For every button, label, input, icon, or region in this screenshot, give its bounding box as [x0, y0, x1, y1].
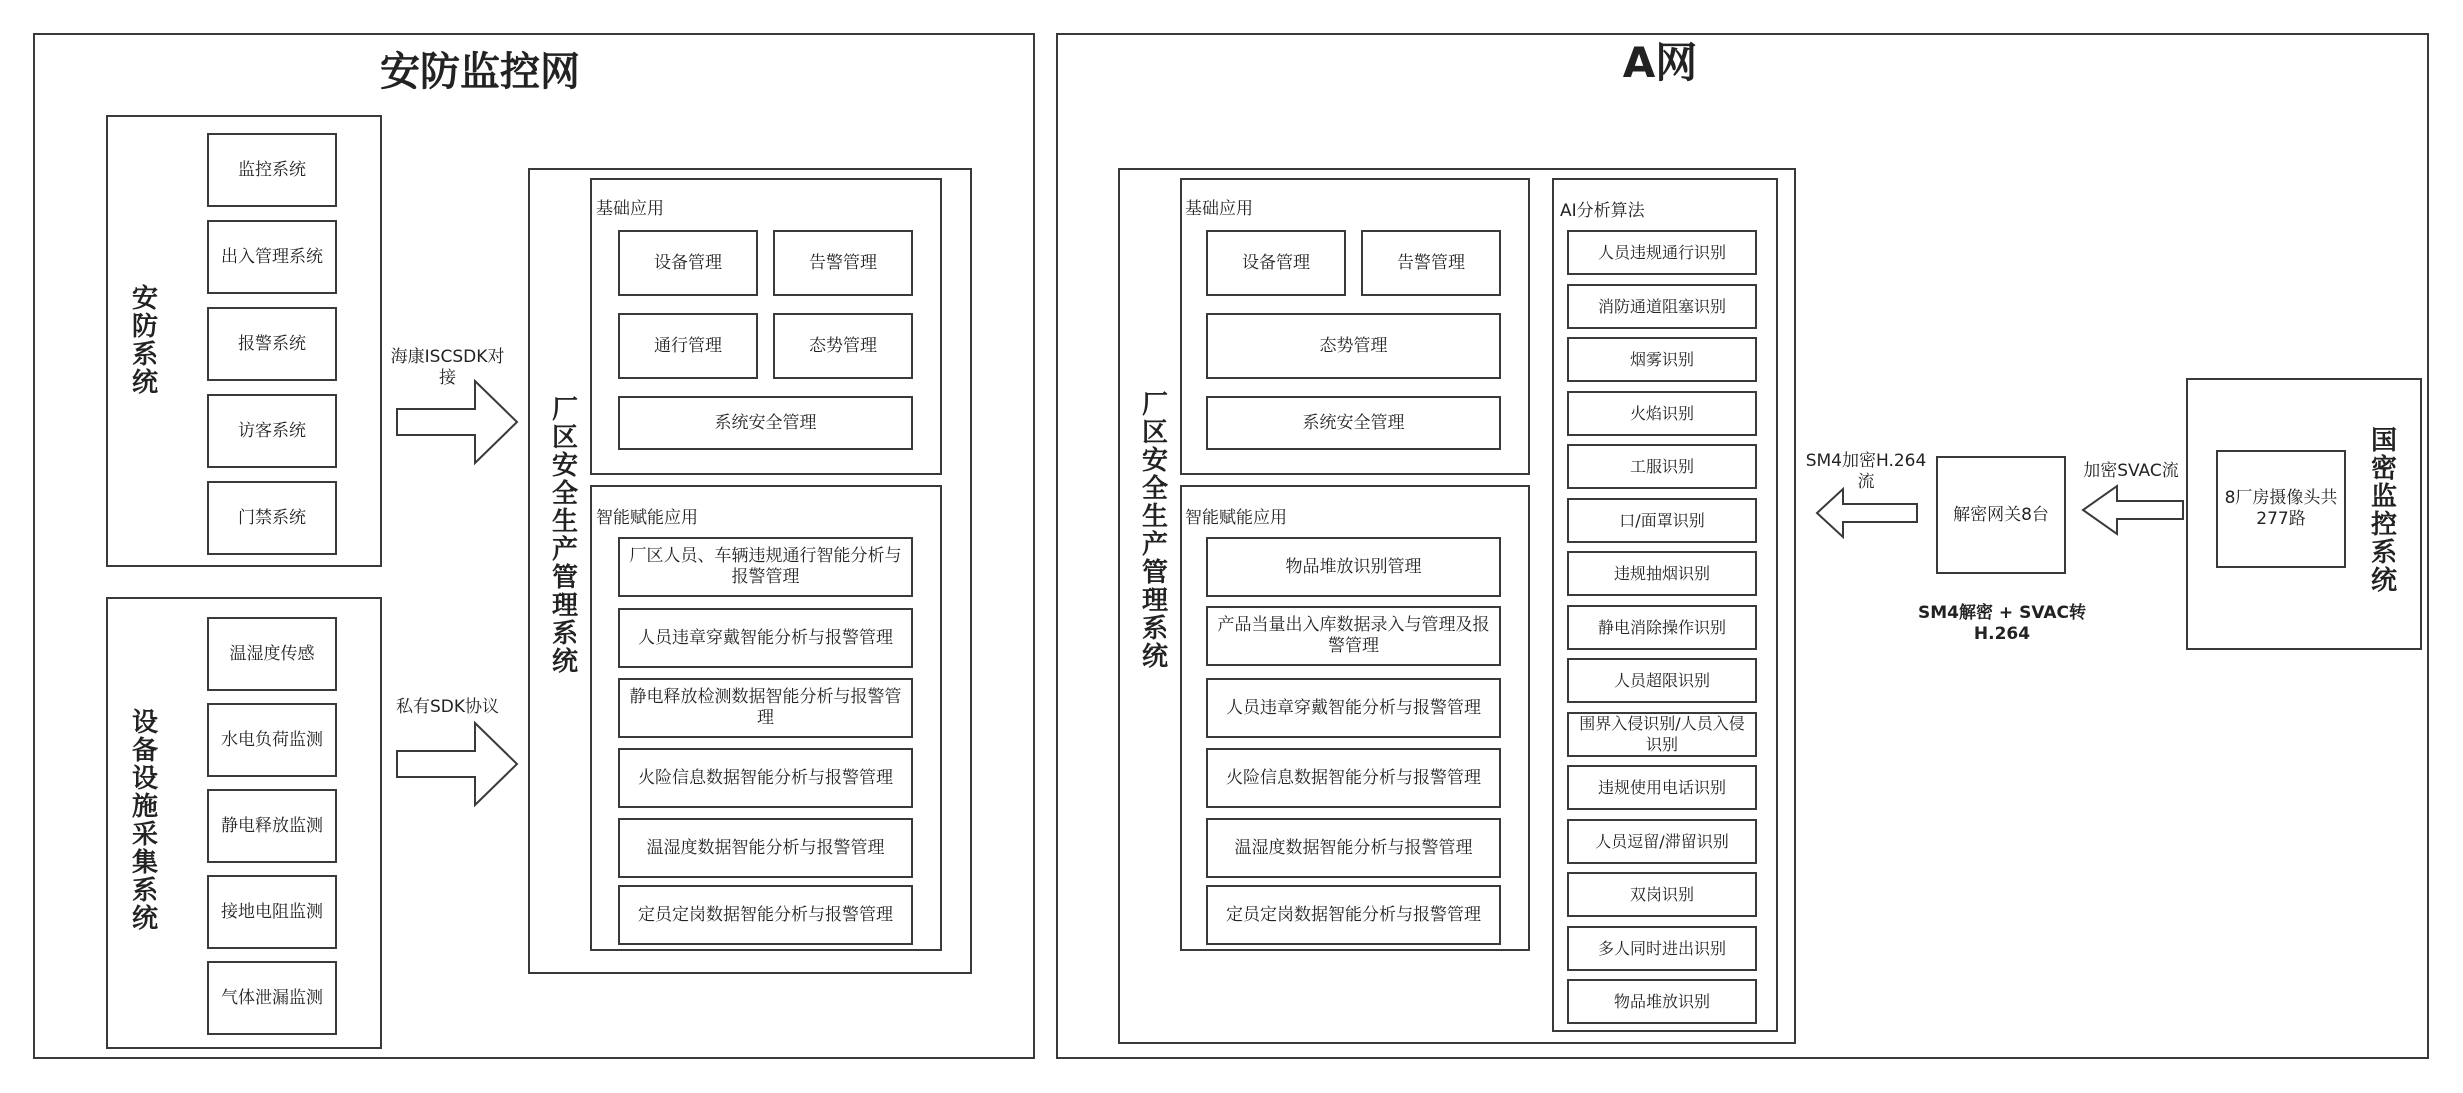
- ai-algorithm-9: 人员超限识别: [1567, 658, 1757, 703]
- ai-algorithm-12: 人员逗留/滞留识别: [1567, 819, 1757, 864]
- private-sdk-label: 私有SDK协议: [395, 697, 500, 717]
- right-platform-label: 厂区安全生产管理系统: [1137, 390, 1168, 670]
- ai-algorithm-5: 工服识别: [1567, 444, 1757, 489]
- security-item-5: 门禁系统: [207, 481, 337, 555]
- ai-algorithm-1: 人员违规通行识别: [1567, 230, 1757, 275]
- left-basic-item-4: 态势管理: [773, 313, 913, 379]
- right-basic-item-2: 告警管理: [1361, 230, 1501, 296]
- right-smart-item-6: 定员定岗数据智能分析与报警管理: [1206, 885, 1501, 945]
- right-smart-item-3: 人员违章穿戴智能分析与报警管理: [1206, 678, 1501, 738]
- left-basic-apps-title: 基础应用: [596, 199, 664, 219]
- equipment-system-label: 设备设施采集系统: [127, 708, 158, 932]
- camera-box: 8厂房摄像头共277路: [2216, 450, 2346, 568]
- ai-algorithm-15: 物品堆放识别: [1567, 979, 1757, 1024]
- right-basic-item-4: 系统安全管理: [1206, 396, 1501, 450]
- left-basic-item-3: 通行管理: [618, 313, 758, 379]
- ai-algorithms-title: AI分析算法: [1560, 201, 1645, 221]
- ai-algorithm-2: 消防通道阻塞识别: [1567, 284, 1757, 329]
- hikvision-sdk-arrow: [395, 379, 520, 465]
- ai-algorithm-11: 违规使用电话识别: [1567, 765, 1757, 810]
- left-platform-label: 厂区安全生产管理系统: [547, 395, 578, 675]
- right-smart-item-1: 物品堆放识别管理: [1206, 537, 1501, 597]
- left-basic-item-1: 设备管理: [618, 230, 758, 296]
- ai-algorithm-7: 违规抽烟识别: [1567, 551, 1757, 596]
- ai-algorithm-4: 火焰识别: [1567, 391, 1757, 436]
- left-smart-item-5: 温湿度数据智能分析与报警管理: [618, 818, 913, 878]
- national-monitoring-label: 国密监控系统: [2366, 426, 2397, 594]
- equipment-item-4: 接地电阻监测: [207, 875, 337, 949]
- equipment-item-2: 水电负荷监测: [207, 703, 337, 777]
- left-smart-item-6: 定员定岗数据智能分析与报警管理: [618, 885, 913, 945]
- private-sdk-arrow: [395, 721, 520, 807]
- right-basic-item-1: 设备管理: [1206, 230, 1346, 296]
- left-smart-item-3: 静电释放检测数据智能分析与报警管理: [618, 678, 913, 738]
- equipment-item-5: 气体泄漏监测: [207, 961, 337, 1035]
- left-smart-item-2: 人员违章穿戴智能分析与报警管理: [618, 608, 913, 668]
- right-basic-apps-title: 基础应用: [1185, 199, 1253, 219]
- ai-algorithm-3: 烟雾识别: [1567, 337, 1757, 382]
- right-basic-item-3: 态势管理: [1206, 313, 1501, 379]
- left-smart-item-4: 火险信息数据智能分析与报警管理: [618, 748, 913, 808]
- ai-algorithm-14: 多人同时进出识别: [1567, 926, 1757, 971]
- ai-algorithm-8: 静电消除操作识别: [1567, 605, 1757, 650]
- security-network-title: 安防监控网: [380, 48, 580, 95]
- hikvision-sdk-label: 海康ISCSDK对接: [390, 347, 505, 388]
- security-item-1: 监控系统: [207, 133, 337, 207]
- equipment-item-3: 静电释放监测: [207, 789, 337, 863]
- security-system-label: 安防系统: [127, 284, 158, 396]
- left-basic-item-2: 告警管理: [773, 230, 913, 296]
- svac-stream-arrow: [2081, 484, 2185, 536]
- left-smart-item-1: 厂区人员、车辆违规通行智能分析与报警管理: [618, 537, 913, 597]
- right-smart-item-2: 产品当量出入库数据录入与管理及报警管理: [1206, 606, 1501, 666]
- svac-stream-label: 加密SVAC流: [2083, 461, 2179, 481]
- sm4-h264-label: SM4加密H.264流: [1805, 451, 1927, 492]
- right-smart-item-4: 火险信息数据智能分析与报警管理: [1206, 748, 1501, 808]
- right-smart-apps-title: 智能赋能应用: [1185, 508, 1287, 528]
- a-network-title: A网: [1622, 38, 1698, 87]
- security-item-3: 报警系统: [207, 307, 337, 381]
- security-item-2: 出入管理系统: [207, 220, 337, 294]
- security-item-4: 访客系统: [207, 394, 337, 468]
- ai-algorithm-10: 围界入侵识别/人员入侵识别: [1567, 712, 1757, 757]
- equipment-item-1: 温湿度传感: [207, 617, 337, 691]
- decryption-gateway: 解密网关8台: [1936, 456, 2066, 574]
- gateway-note: SM4解密 + SVAC转H.264: [1918, 603, 2086, 644]
- left-basic-item-5: 系统安全管理: [618, 396, 913, 450]
- ai-algorithm-13: 双岗识别: [1567, 872, 1757, 917]
- ai-algorithm-6: 口/面罩识别: [1567, 498, 1757, 543]
- right-smart-item-5: 温湿度数据智能分析与报警管理: [1206, 818, 1501, 878]
- sm4-h264-arrow: [1815, 487, 1919, 539]
- left-smart-apps-title: 智能赋能应用: [596, 508, 698, 528]
